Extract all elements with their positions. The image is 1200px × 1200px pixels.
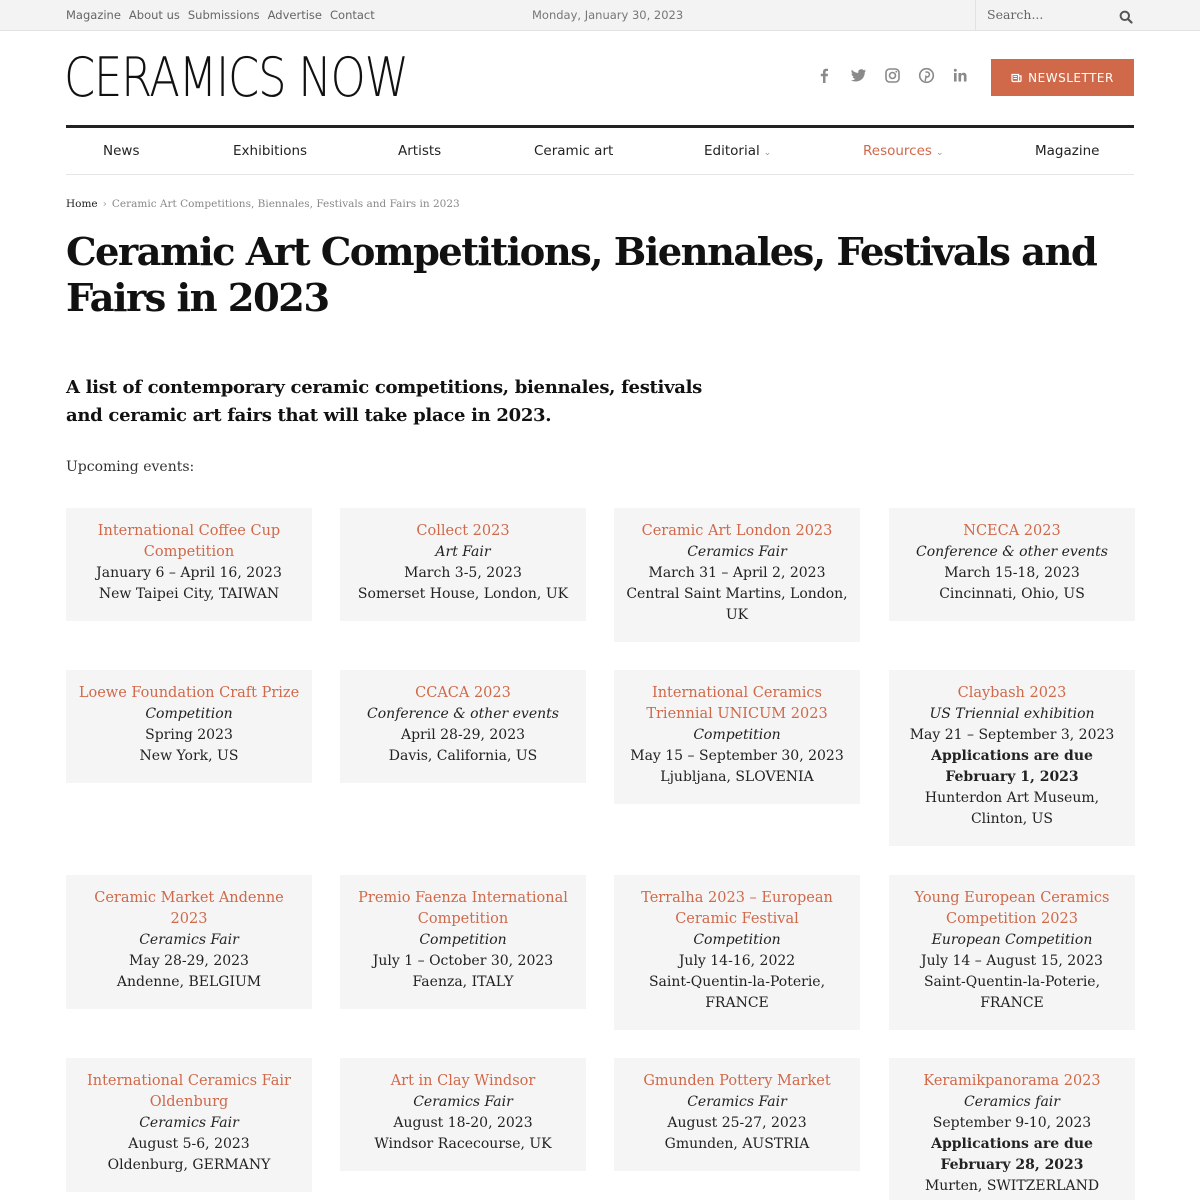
top-link-about[interactable]: About us <box>128 8 180 22</box>
event-card <box>614 1058 860 1171</box>
event-dates: July 1 – October 30, 2023 <box>372 953 554 969</box>
event-title-link[interactable]: Young European Ceramics Competition 2023 <box>914 890 1110 927</box>
upcoming-heading: Upcoming events: <box>66 459 195 475</box>
event-type: Art Fair <box>435 544 491 560</box>
event-card <box>340 1058 586 1171</box>
current-date: Monday, January 30, 2023 <box>532 8 684 22</box>
event-dates: July 14 – August 15, 2023 <box>921 953 1103 969</box>
breadcrumb-home[interactable]: Home <box>66 198 98 210</box>
nav-item-editorial[interactable] <box>704 143 771 159</box>
event-dates: May 21 – September 3, 2023 <box>909 727 1115 743</box>
twitter-icon[interactable] <box>850 67 867 84</box>
event-title-link[interactable]: International Ceramics Triennial UNICUM 2023 <box>646 685 828 722</box>
top-link-magazine[interactable]: Magazine <box>66 8 121 22</box>
event-type: Ceramics fair <box>964 1094 1060 1110</box>
event-location: New Taipei City, TAIWAN <box>98 586 280 602</box>
event-location: New York, US <box>139 748 239 764</box>
event-location: Central Saint Martins, London, UK <box>626 586 848 623</box>
event-deadline: Applications are due February 1, 2023 <box>931 748 1093 785</box>
event-dates: July 14-16, 2022 <box>678 953 796 969</box>
event-card <box>66 670 312 783</box>
event-dates: August 25-27, 2023 <box>667 1115 807 1131</box>
event-type: Competition <box>693 727 781 743</box>
event-title-link[interactable]: Claybash 2023 <box>957 685 1067 701</box>
instagram-icon[interactable] <box>884 67 901 84</box>
event-location: Hunterdon Art Museum, Clinton, US <box>924 790 1100 827</box>
nav-item-exhibitions[interactable]: Exhibitions <box>233 143 308 159</box>
nav-item-ceramic-art[interactable]: Ceramic art <box>534 143 614 159</box>
event-card <box>614 508 860 642</box>
event-title-link[interactable]: NCECA 2023 <box>963 523 1061 539</box>
top-link-contact[interactable]: Contact <box>330 8 375 22</box>
nav-item-resources[interactable] <box>863 143 944 159</box>
chevron-right-icon: › <box>102 198 107 210</box>
event-location: Cincinnati, Ohio, US <box>939 586 1085 602</box>
event-type: Ceramics Fair <box>687 1094 787 1110</box>
chevron-down-icon: ⌄ <box>763 148 772 158</box>
top-links <box>66 8 375 22</box>
event-type: Conference & other events <box>367 706 559 722</box>
event-deadline: Applications are due February 28, 2023 <box>931 1136 1093 1173</box>
search-box <box>975 0 1200 31</box>
event-type: European Competition <box>931 932 1093 948</box>
event-title-link[interactable]: International Ceramics Fair Oldenburg <box>87 1073 291 1110</box>
event-location: Andenne, BELGIUM <box>116 974 262 990</box>
event-title-link[interactable]: Ceramic Market Andenne 2023 <box>94 890 284 927</box>
facebook-icon[interactable] <box>816 67 833 84</box>
event-location: Windsor Racecourse, UK <box>374 1136 552 1152</box>
main-nav <box>66 128 1134 175</box>
event-dates: May 15 – September 30, 2023 <box>630 748 844 764</box>
event-card <box>340 508 586 621</box>
site-logo[interactable]: CERAMICS NOW <box>64 46 408 109</box>
event-title-link[interactable]: Loewe Foundation Craft Prize <box>78 685 300 701</box>
article-lead: A list of contemporary ceramic competitions, biennales, festivals and ceramic art fairs that will take place in 2023. <box>66 377 702 426</box>
event-type: Ceramics Fair <box>139 932 239 948</box>
event-location: Saint-Quentin-la-Poterie, FRANCE <box>923 974 1101 1011</box>
event-type: Ceramics Fair <box>687 544 787 560</box>
nav-item-news[interactable]: News <box>103 143 140 159</box>
event-title-link[interactable]: International Coffee Cup Competition <box>97 523 281 560</box>
event-dates: March 3-5, 2023 <box>404 565 522 581</box>
newsletter-button[interactable] <box>991 59 1134 96</box>
event-location: Faenza, ITALY <box>412 974 514 990</box>
event-card <box>66 508 312 621</box>
event-card <box>66 875 312 1009</box>
event-location: Gmunden, AUSTRIA <box>664 1136 810 1152</box>
event-location: Somerset House, London, UK <box>357 586 569 602</box>
event-type: Competition <box>693 932 781 948</box>
event-type: Competition <box>419 932 507 948</box>
event-card <box>889 1058 1135 1200</box>
event-dates: March 31 – April 2, 2023 <box>648 565 826 581</box>
event-dates: August 18-20, 2023 <box>393 1115 533 1131</box>
event-dates: August 5-6, 2023 <box>128 1136 250 1152</box>
nav-item-editorial-label: Editorial <box>704 143 760 159</box>
event-title-link[interactable]: Premio Faenza International Competition <box>358 890 568 927</box>
event-card <box>340 670 586 783</box>
event-type: US Triennial exhibition <box>929 706 1095 722</box>
event-title-link[interactable]: CCACA 2023 <box>415 685 511 701</box>
event-location: Davis, California, US <box>388 748 538 764</box>
event-card <box>614 875 860 1030</box>
event-card <box>340 875 586 1009</box>
event-title-link[interactable]: Terralha 2023 – European Ceramic Festival <box>641 890 833 927</box>
social-links <box>816 67 969 84</box>
event-card <box>889 875 1135 1030</box>
pinterest-icon[interactable] <box>918 67 935 84</box>
event-dates: April 28-29, 2023 <box>400 727 526 743</box>
event-dates: September 9-10, 2023 <box>932 1115 1092 1131</box>
event-card <box>889 508 1135 621</box>
event-title-link[interactable]: Ceramic Art London 2023 <box>641 523 833 539</box>
newsletter-label: NEWSLETTER <box>1028 70 1114 85</box>
event-type: Ceramics Fair <box>413 1094 513 1110</box>
event-dates: January 6 – April 16, 2023 <box>96 565 282 581</box>
event-card <box>889 670 1135 846</box>
newsletter-icon <box>1011 72 1022 83</box>
event-title-link[interactable]: Collect 2023 <box>416 523 510 539</box>
nav-item-magazine[interactable]: Magazine <box>1035 143 1100 159</box>
event-type: Conference & other events <box>916 544 1108 560</box>
breadcrumb <box>66 198 460 210</box>
event-location: Murten, SWITZERLAND <box>924 1178 1100 1194</box>
breadcrumb-current: Ceramic Art Competitions, Biennales, Festivals and Fairs in 2023 <box>111 198 460 210</box>
event-type: Ceramics Fair <box>139 1115 239 1131</box>
event-title-link[interactable]: Art in Clay Windsor <box>390 1073 536 1089</box>
event-dates: May 28-29, 2023 <box>129 953 249 969</box>
search-icon[interactable] <box>1119 9 1133 23</box>
event-card <box>614 670 860 804</box>
event-title-link[interactable]: Gmunden Pottery Market <box>643 1073 831 1089</box>
chevron-down-icon: ⌄ <box>935 148 944 158</box>
event-location: Oldenburg, GERMANY <box>107 1157 271 1173</box>
nav-item-artists[interactable]: Artists <box>398 143 442 159</box>
nav-item-resources-label: Resources <box>863 143 932 159</box>
event-type: Competition <box>145 706 233 722</box>
event-title-link[interactable]: Keramikpanorama 2023 <box>923 1073 1101 1089</box>
event-dates: Spring 2023 <box>145 727 233 743</box>
event-location: Saint-Quentin-la-Poterie, FRANCE <box>648 974 826 1011</box>
event-location: Ljubljana, SLOVENIA <box>660 769 814 785</box>
top-link-submissions[interactable]: Submissions <box>187 8 260 22</box>
top-bar <box>0 0 1200 31</box>
top-link-advertise[interactable]: Advertise <box>267 8 322 22</box>
event-card <box>66 1058 312 1192</box>
event-dates: March 15-18, 2023 <box>944 565 1080 581</box>
page-title: Ceramic Art Competitions, Biennales, Festivals and Fairs in 2023 <box>66 230 1097 321</box>
linkedin-icon[interactable] <box>952 67 969 84</box>
